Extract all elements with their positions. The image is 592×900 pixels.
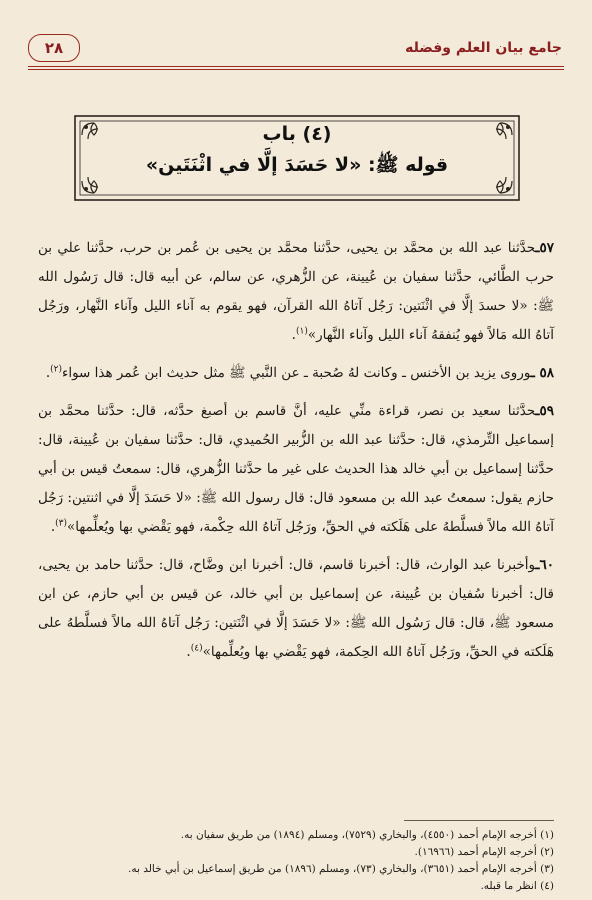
hadith-paragraph	[38, 397, 554, 542]
hadith-number: ٥٨ ـ	[530, 365, 554, 381]
book-title: جامع بيان العلم وفضله	[405, 40, 562, 56]
footnote-ref[interactable]: (١)	[295, 326, 308, 337]
hadith-text: حدَّثنا عبد الله بن محمَّد بن يحيى، حدَّثنا محمَّد بن يحيى بن عُمر بن حرب، حدَّثنا علي بن حرب الطَّائي، حدَّثنا سفيان بن عُيينة، عن الزُّهري، عن سالم، عن أبيه قال: قال رَسُول الله ﷺ: «لا حسدَ إلَّا في اثْنَتين: رَجُل آتاهُ الله القرآن، فهو يقوم به آناء الليل وآناء النَّهار، ورَجُل آتاهُ الله مَالاً فهو يُنفقهُ آناء الليل وآناء النَّهار»	[38, 240, 554, 343]
footnote-ref[interactable]: (٤)	[190, 643, 203, 654]
hadith-paragraph	[38, 551, 554, 667]
footnote-ref[interactable]: (٢)	[50, 364, 62, 375]
running-header	[28, 34, 564, 70]
hadith-number: ٦٠ـ	[535, 557, 554, 573]
footnotes	[38, 827, 554, 895]
page-number: ٢٨	[28, 34, 80, 62]
hadith-number: ٥٩ـ	[535, 403, 554, 419]
hadith-text: حدَّثنا سعيد بن نصر، قراءة منِّي عليه، أنَّ قاسم بن أصبغ حدَّثه، قال: حدَّثنا محمَّد بن إسماعيل التِّرمذي، قال: حدَّثنا عبد الله بن الزُّبير الحُميدي، قال: حدَّثنا سفيان بن عُيينة، قال: حدَّثنا إسماعيل بن أبي خالد هذا الحديث على غير ما حدَّثنا الزُّهري، قال: سمعتُ قيس بن أبي حازم يقول: سمعتُ عبد الله بن مسعود قال: قال رسول الله ﷺ: «لا حَسَدَ إلَّا في اثنتين: رَجُل آتاهُ الله مالاً فسلَّطهُ على هَلَكته في الحقِّ، ورَجُل آتاهُ الله حِكْمة، فهو يَقْضي بها ويُعلِّمها»	[38, 403, 554, 535]
paragraph-end: .	[45, 365, 51, 381]
hadith-number: ٥٧ـ	[535, 240, 554, 256]
footnote: (٤) انظر ما قبله.	[480, 880, 554, 892]
chapter-number-title: (٤) باب	[262, 123, 332, 145]
footnote: (٢) أخرجه الإمام أحمد (١٦٩٦٦).	[414, 846, 554, 858]
hadith-paragraph	[38, 234, 554, 350]
paragraph-end: .	[291, 327, 296, 343]
hadith-text: وأخبرنا عبد الوارث، قال: أخبرنا قاسم، قال: أخبرنا ابن وضَّاح، قال: حدَّثنا حامد بن يحيى، قال: أخبرنا سُفيان بن عُيينة، عن إسماعيل بن أبي خالد، عن قيس بن أبي حازم، عن ابن مسعود ﷺ، قال: قال رَسُول الله ﷺ: «لا حَسَدَ إلَّا في اثْنَتين: رَجُل آتاهُ الله مالاً فسلَّطهُ على هَلَكته في الحقِّ، ورَجُل آتاهُ الله الحِكمة، فهو يَقْضي بها ويُعلِّمها»	[38, 557, 554, 660]
header-rule	[28, 66, 564, 67]
footnote: (١) أخرجه الإمام أحمد (٤٥٥٠)، والبخاري (٧٥٢٩)، ومسلم (١٨٩٤) من طريق سفيان به.	[180, 829, 554, 841]
hadith-paragraph	[38, 359, 554, 388]
footnote-ref[interactable]: (٣)	[55, 518, 67, 529]
paragraph-end: .	[186, 644, 191, 660]
main-text	[38, 234, 554, 676]
footnote-separator	[404, 820, 554, 821]
chapter-subtitle: قوله ﷺ: «لا حَسَدَ إلَّا في اثْنَتَين»	[145, 154, 449, 176]
paragraph-end: .	[50, 519, 56, 535]
footnote: (٣) أخرجه الإمام أحمد (٣٦٥١)، والبخاري (٧٣)، ومسلم (١٨٩٦) من طريق إسماعيل بن أبي خالد به.	[127, 863, 554, 875]
chapter-heading-frame	[72, 113, 522, 203]
hadith-text: وروى يزيد بن الأخنس ـ وكانت لهُ صُحبة ـ عن النَّبي ﷺ مثل حديث ابن عُمر هذا سواء	[61, 365, 531, 381]
header-rule-thin	[28, 69, 564, 70]
